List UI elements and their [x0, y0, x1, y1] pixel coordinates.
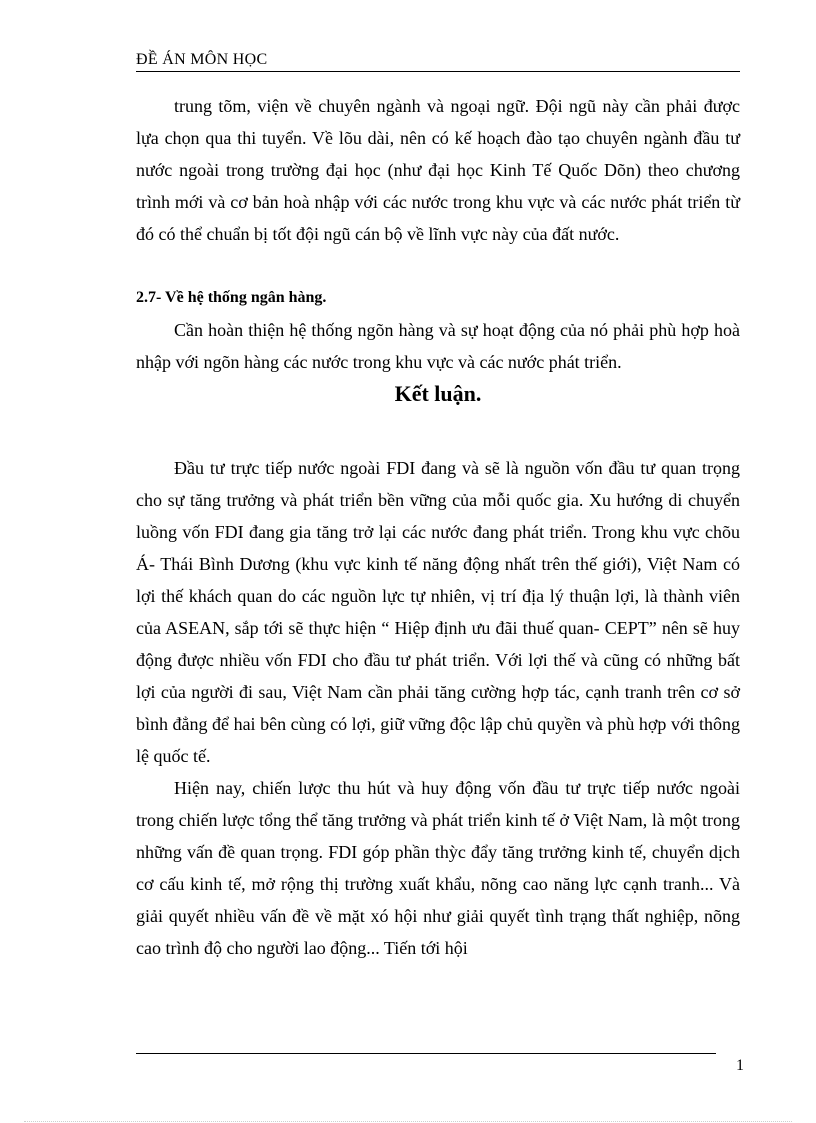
header-rule	[136, 71, 740, 72]
page-edge-divider	[24, 1121, 792, 1122]
paragraph-fdi-importance: Đầu tư trực tiếp nước ngoài FDI đang và sẽ là nguồn vốn đầu tư quan trọng cho sự tăng trưởng và phát triển bền vững của mỗi quốc gia. Xu hướng di chuyển luồng vốn FDI đang gia tăng trở lại các nước đang phát triển. Trong khu vực chõu Á- Thái Bình Dương (khu vực kinh tế năng động nhất trên thế giới), Việt Nam có lợi thế khách quan do các nguồn lực tự nhiên, vị trí địa lý thuận lợi, là thành viên của ASEAN, sắp tới sẽ thực hiện “ Hiệp định ưu đãi thuế quan- CEPT” nên sẽ huy động được nhiều vốn FDI cho đầu tư phát triển. Với lợi thế và cũng có những bất lợi của người đi sau, Việt Nam cần phải tăng cường hợp tác, cạnh tranh trên cơ sở bình đẳng để hai bên cùng có lợi, giữ vững độc lập chủ quyền và phù hợp với thông lệ quốc tế.	[136, 458, 740, 766]
paragraph-fdi-strategy: Hiện nay, chiến lược thu hút và huy động vốn đầu tư trực tiếp nước ngoài trong chiến lược tổng thể tăng trưởng và phát triển kinh tế ở Việt Nam, là một trong những vấn đề quan trọng. FDI góp phần thỳc đẩy tăng trưởng kinh tế, chuyển dịch cơ cấu kinh tế, mở rộng thị trường xuất khẩu, nõng cao năng lực cạnh tranh... Và giải quyết nhiều vấn đề về mặt xó hội như giải quyết tình trạng thất nghiệp, nõng cao trình độ cho người lao động... Tiến tới hội	[136, 778, 740, 958]
conclusion-title: Kết luận.	[394, 381, 482, 406]
paragraph-gap	[136, 250, 740, 282]
section-heading: 2.7- Về hệ thống ngân hàng.	[136, 289, 327, 306]
footer-rule	[136, 1053, 716, 1054]
document-body	[136, 90, 740, 964]
title-gap	[136, 410, 740, 452]
page-number: 1	[736, 1057, 744, 1074]
paragraph-banking: Cần hoàn thiện hệ thống ngõn hàng và sự hoạt động của nó phải phù hợp hoà nhập với ngõn hàng các nước trong khu vực và các nước phát triển.	[136, 320, 740, 372]
page-header: ĐỀ ÁN MÔN HỌC	[136, 51, 268, 68]
paragraph-training: trung tõm, viện về chuyên ngành và ngoại ngữ. Đội ngũ này cần phải được lựa chọn qua thi tuyển. Về lõu dài, nên có kế hoạch đào tạo chuyên ngành đầu tư nước ngoài trong trường đại học (như đại học Kinh Tế Quốc Dõn) theo chương trình mới và cơ bản hoà nhập với các nước trong khu vực và các nước phát triển từ đó có thể chuẩn bị tốt đội ngũ cán bộ về lĩnh vực này của đất nước.	[136, 96, 740, 244]
